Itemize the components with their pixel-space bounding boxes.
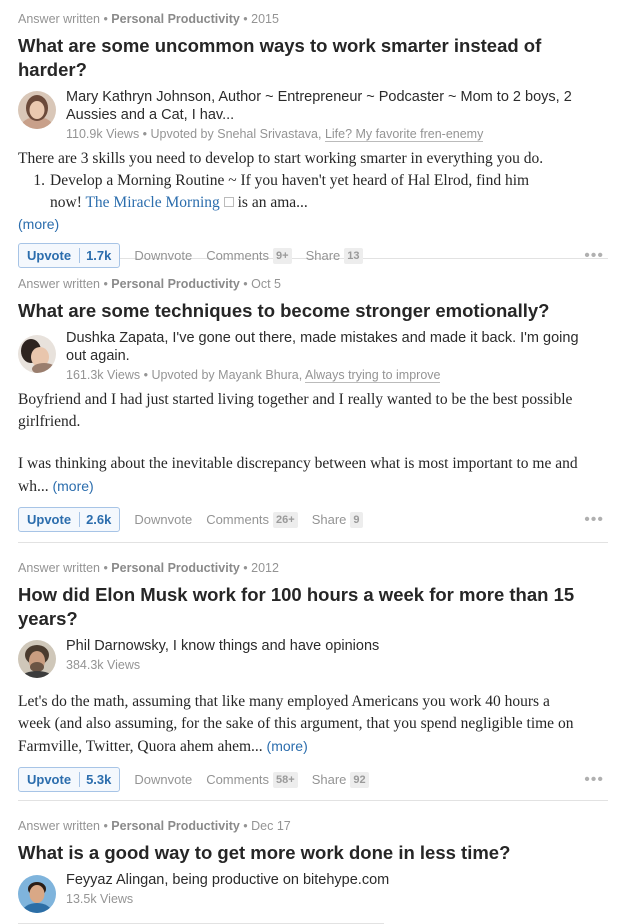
story-meta: Answer written • Personal Productivity • Dec 17 <box>18 819 291 833</box>
feed-story <box>18 0 608 264</box>
comments-count: 9+ <box>273 248 292 264</box>
body-line: Boyfriend and I had just started living together and I really wanted to be the best possible <box>18 391 573 408</box>
story-meta: Answer written • Personal Productivity • 2012 <box>18 561 279 575</box>
share-button[interactable]: Share 13 <box>306 248 363 264</box>
story-meta: Answer written • Personal Productivity • Oct 5 <box>18 277 282 291</box>
author-row <box>18 871 608 913</box>
share-count: 9 <box>350 512 362 528</box>
answer-body[interactable]: Boyfriend and I had just started living together and I really wanted to be the best possible girlfriend. I was thinking about the inevitable discrepancy between what is most important to me and wh... (more) <box>18 389 608 498</box>
upvoted-by: • Upvoted by Mayank Bhura, <box>140 368 306 382</box>
feed-story <box>18 259 608 543</box>
more-options-icon[interactable]: ••• <box>584 770 604 788</box>
meta-date: • 2015 <box>239 12 279 26</box>
downvote-button[interactable]: Downvote <box>134 248 193 263</box>
author-credential[interactable]: Dushka Zapata, I've gone out there, made mistakes and made it back. I'm going out again. <box>66 330 579 364</box>
view-count: 13.5k Views <box>66 892 134 906</box>
author-credential[interactable]: Feyyaz Alingan, being productive on bitehype.com <box>66 872 390 888</box>
story-meta <box>18 12 608 26</box>
share-button[interactable]: Share 9 <box>312 512 363 528</box>
meta-prefix: Answer written • <box>18 12 112 26</box>
topic-link[interactable]: Personal Productivity <box>111 819 240 833</box>
comments-button[interactable]: Comments 9+ <box>206 248 291 264</box>
author-avatar[interactable] <box>18 640 56 678</box>
topic-link[interactable]: Personal Productivity <box>111 12 240 26</box>
author-avatar[interactable] <box>18 91 56 129</box>
upvote-count: 1.7k <box>86 248 112 263</box>
more-link[interactable]: (more) <box>266 738 308 754</box>
author-info <box>66 88 608 142</box>
view-count: 110.9k Views <box>66 127 140 141</box>
avatar-image <box>18 335 56 373</box>
list-item: 1. Develop a Morning Routine ~ If you haven't yet heard of Hal Elrod, find him now! The Miracle Morning is an ama... <box>18 170 608 214</box>
author-info <box>66 871 608 907</box>
author-info <box>66 329 608 383</box>
more-link[interactable]: (more) <box>52 478 94 494</box>
body-line: Develop a Morning Routine ~ If you haven't yet heard of Hal Elrod, find him <box>50 172 530 189</box>
upvote-button[interactable]: Upvote 5.3k <box>18 767 120 792</box>
author-avatar[interactable] <box>18 875 56 913</box>
body-line: There are 3 skills you need to develop to start working smarter in everything you do. <box>18 150 544 167</box>
external-link-icon <box>224 197 234 207</box>
upvoted-by: • Upvoted by Snehal Srivastava, <box>139 127 325 141</box>
answer-stats <box>66 367 608 383</box>
comments-button[interactable]: Comments 58+ <box>206 772 298 788</box>
avatar-image <box>18 875 56 913</box>
view-count: 161.3k Views <box>66 368 141 382</box>
upvote-count: 5.3k <box>86 772 112 787</box>
feed-story <box>18 543 608 801</box>
feed-story <box>18 801 608 924</box>
author-credential[interactable]: Mary Kathryn Johnson, Author ~ Entrepreneur ~ Podcaster ~ Mom to 2 boys, 2 Aussies and a Cat, I hav... <box>66 89 572 123</box>
avatar-image <box>18 91 56 129</box>
question-title[interactable]: What is a good way to get more work done in less time? <box>18 842 511 863</box>
upvote-button[interactable]: Upvote 2.6k <box>18 507 120 532</box>
upvote-button[interactable]: Upvote 1.7k <box>18 243 120 268</box>
body-line: girlfriend. <box>18 413 81 430</box>
share-count: 13 <box>344 248 362 264</box>
topic-link[interactable]: Personal Productivity <box>111 277 240 291</box>
question-title[interactable]: What are some uncommon ways to work smarter instead of harder? <box>18 35 542 80</box>
author-row <box>18 88 608 142</box>
upvote-count: 2.6k <box>86 512 112 527</box>
answer-stats <box>66 891 608 907</box>
upvoter-credential[interactable]: Always trying to improve <box>305 368 441 382</box>
list-number: 1. <box>33 172 45 189</box>
author-row <box>18 637 608 678</box>
body-line: I was thinking about the inevitable discrepancy between what is most important to me and <box>18 455 578 472</box>
meta-date: • Dec 17 <box>239 819 291 833</box>
body-line: week (and also assuming, for the sake of this argument, that you spend negligible time on <box>18 715 574 732</box>
more-options-icon[interactable]: ••• <box>584 510 604 528</box>
share-count: 92 <box>350 772 368 788</box>
action-bar <box>18 507 608 532</box>
share-button[interactable]: Share 92 <box>312 772 369 788</box>
author-avatar[interactable] <box>18 335 56 373</box>
author-info <box>66 637 608 673</box>
miracle-morning-link[interactable]: The Miracle Morning <box>85 194 220 211</box>
upvoter-credential[interactable]: Life? My favorite fren-enemy <box>324 127 484 141</box>
answer-stats <box>66 657 608 673</box>
comments-count: 58+ <box>273 772 298 788</box>
action-bar <box>18 767 608 792</box>
author-row <box>18 329 608 383</box>
comments-count: 26+ <box>273 512 298 528</box>
answer-stats <box>66 126 608 142</box>
avatar-image <box>18 640 56 678</box>
answer-body[interactable]: Let's do the math, assuming that like many employed Americans you work 40 hours a week (and also assuming, for the sake of this argument, that you spend negligible time on Farmville, Twitter, Quora ahem ahem... (more) <box>18 691 608 758</box>
view-count: 384.3k Views <box>66 658 141 672</box>
more-link[interactable]: (more) <box>18 216 60 232</box>
more-options-icon[interactable]: ••• <box>584 246 604 264</box>
question-title[interactable]: What are some techniques to become stronger emotionally? <box>18 300 550 321</box>
topic-link[interactable]: Personal Productivity <box>111 561 240 575</box>
author-credential[interactable]: Phil Darnowsky, I know things and have opinions <box>66 638 380 654</box>
downvote-button[interactable]: Downvote <box>134 512 193 527</box>
question-title[interactable]: How did Elon Musk work for 100 hours a week for more than 15 years? <box>18 584 575 629</box>
meta-date: • Oct 5 <box>239 277 282 291</box>
downvote-button[interactable]: Downvote <box>134 772 193 787</box>
meta-date: • 2012 <box>239 561 279 575</box>
body-line: Let's do the math, assuming that like many employed Americans you work 40 hours a <box>18 693 550 710</box>
comments-button[interactable]: Comments 26+ <box>206 512 298 528</box>
answer-body[interactable] <box>18 148 608 214</box>
